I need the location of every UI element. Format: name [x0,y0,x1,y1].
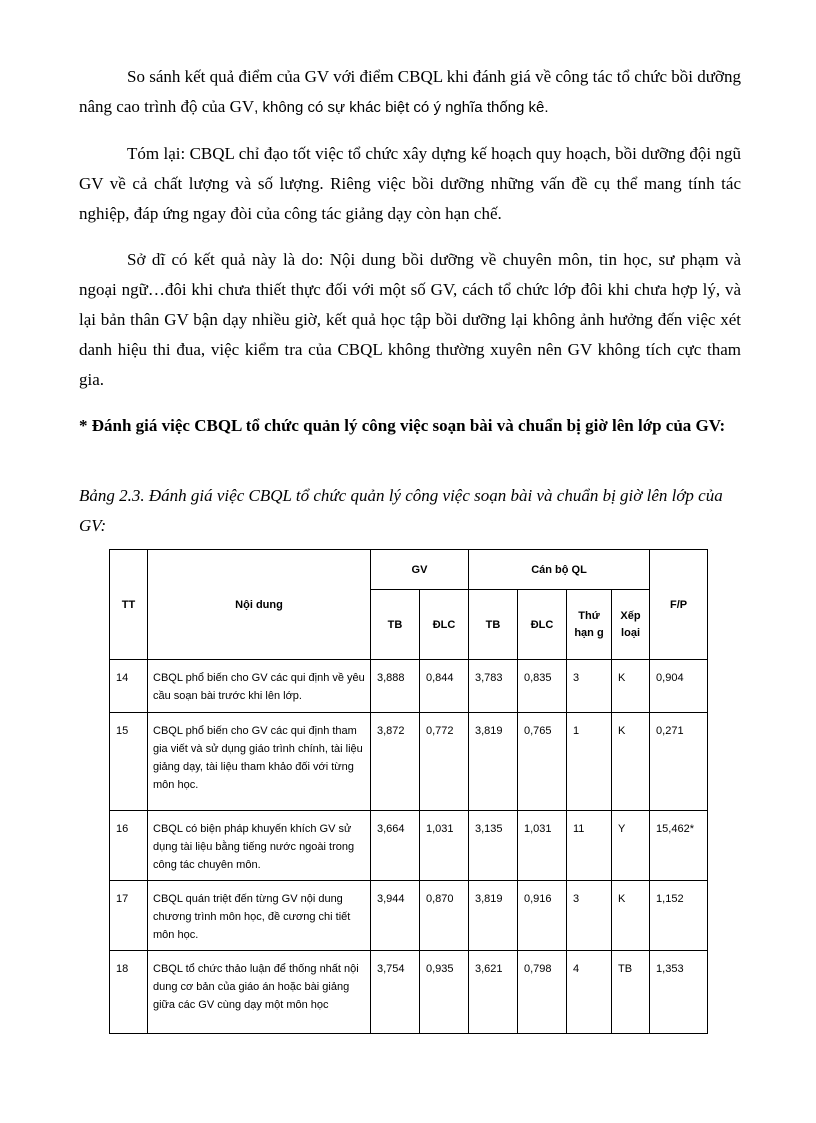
cell-gv-dlc: 0,844 [420,660,469,713]
cell-gv-tb: 3,664 [371,811,420,881]
cell-ql-dlc: 0,765 [518,713,567,811]
cell-ql-dlc: 0,916 [518,881,567,951]
cell-grade: K [612,660,650,713]
cell-ql-dlc: 1,031 [518,811,567,881]
cell-rank: 4 [567,951,612,1034]
cell-gv-tb: 3,944 [371,881,420,951]
cell-ql-tb: 3,783 [469,660,518,713]
cell-ql-dlc: 0,835 [518,660,567,713]
paragraph-reasons: Sở dĩ có kết quả này là do: Nội dung bồi dưỡng về chuyên môn, tin học, sư phạm và ngoại ngữ…đôi khi chưa thiết thực đối với một số GV, cách tổ chức lớp đôi khi chưa hợp lý, và lại bản thân GV bận dạy nhiều giờ, kết quả học tập bồi dưỡng lại không ảnh hưởng đến việc xét danh hiệu thi đua, việc kiểm tra của CBQL không thường xuyên nên GV không tích cực tham gia. [79,250,741,389]
table-row [110,660,708,713]
cell-tt: 15 [110,713,148,811]
cell-fp: 0,271 [650,713,708,811]
cell-rank: 11 [567,811,612,881]
cell-gv-tb: 3,872 [371,713,420,811]
header-gv-dlc: ĐLC [420,590,469,660]
table-row [110,811,708,881]
cell-ql-tb: 3,135 [469,811,518,881]
header-gv: GV [371,550,469,590]
header-rank: Thứ hạn g [567,590,612,660]
cell-ql-tb: 3,819 [469,713,518,811]
header-ql-tb: TB [469,590,518,660]
cell-fp: 15,462* [650,811,708,881]
cell-gv-tb: 3,754 [371,951,420,1034]
cell-gv-dlc: 1,031 [420,811,469,881]
paragraph-summary: Tóm lại: CBQL chỉ đạo tốt việc tổ chức xây dựng kế hoạch quy hoạch, bồi dưỡng đội ngũ GV về cả chất lượng và số lượng. Riêng việc bồi dưỡng những vấn đề cụ thể mang tính tác nghiệp, đáp ứng ngay đòi của công tác giảng dạy còn hạn chế. [79,144,741,223]
paragraph-comparison [79,62,741,123]
table-caption: Bảng 2.3. Đánh giá việc CBQL tổ chức quản lý công việc soạn bài và chuẩn bị giờ lên lớp của GV: [79,486,723,535]
cell-content: CBQL quán triệt đến từng GV nội dung chương trình môn học, đề cương chi tiết môn học. [148,881,371,951]
cell-fp: 1,152 [650,881,708,951]
header-content: Nội dung [148,550,371,660]
cell-tt: 18 [110,951,148,1034]
cell-gv-dlc: 0,935 [420,951,469,1034]
cell-gv-tb: 3,888 [371,660,420,713]
cell-fp: 1,353 [650,951,708,1034]
cell-grade: K [612,881,650,951]
cell-rank: 3 [567,881,612,951]
cell-tt: 14 [110,660,148,713]
cell-tt: 17 [110,881,148,951]
header-gv-tb: TB [371,590,420,660]
paragraph-comparison-tail: , không có sự khác biệt có ý nghĩa thống kê. [254,99,549,116]
table-row [110,713,708,811]
cell-grade: TB [612,951,650,1034]
cell-content: CBQL có biện pháp khuyến khích GV sử dụng tài liệu bằng tiếng nước ngoài trong công tác chuyên môn. [148,811,371,881]
cell-tt: 16 [110,811,148,881]
header-grade: Xếp loại [612,590,650,660]
table-row [110,951,708,1034]
cell-gv-dlc: 0,772 [420,713,469,811]
header-ql-dlc: ĐLC [518,590,567,660]
cell-ql-tb: 3,621 [469,951,518,1034]
cell-content: CBQL phổ biến cho GV các qui định về yêu cầu soạn bài trước khi lên lớp. [148,660,371,713]
cell-grade: Y [612,811,650,881]
header-fp: F/P [650,550,708,660]
cell-ql-tb: 3,819 [469,881,518,951]
section-heading: * Đánh giá việc CBQL tổ chức quản lý công việc soạn bài và chuẩn bị giờ lên lớp của GV: [79,416,726,435]
table-header-row-1 [110,550,708,590]
cell-content: CBQL tổ chức thảo luận để thống nhất nội dung cơ bản của giáo án hoặc bài giảng giữa các GV cùng dạy một môn học [148,951,371,1034]
cell-content: CBQL phổ biến cho GV các qui định tham gia viết và sử dụng giáo trình chính, tài liệu giảng dạy, tài liệu tham khảo đối với từng môn học. [148,713,371,811]
cell-fp: 0,904 [650,660,708,713]
cell-grade: K [612,713,650,811]
cell-rank: 1 [567,713,612,811]
cell-gv-dlc: 0,870 [420,881,469,951]
header-tt: TT [110,550,148,660]
cell-rank: 3 [567,660,612,713]
cell-ql-dlc: 0,798 [518,951,567,1034]
table-body [110,660,708,1034]
evaluation-table [109,549,708,1034]
paragraph-comparison-text: So sánh kết quả điểm của GV với điểm CBQL khi đánh giá về công tác tổ chức bồi dưỡng nâng cao trình độ của GV [79,67,741,116]
header-cbql: Cán bộ QL [469,550,650,590]
table-row [110,881,708,951]
